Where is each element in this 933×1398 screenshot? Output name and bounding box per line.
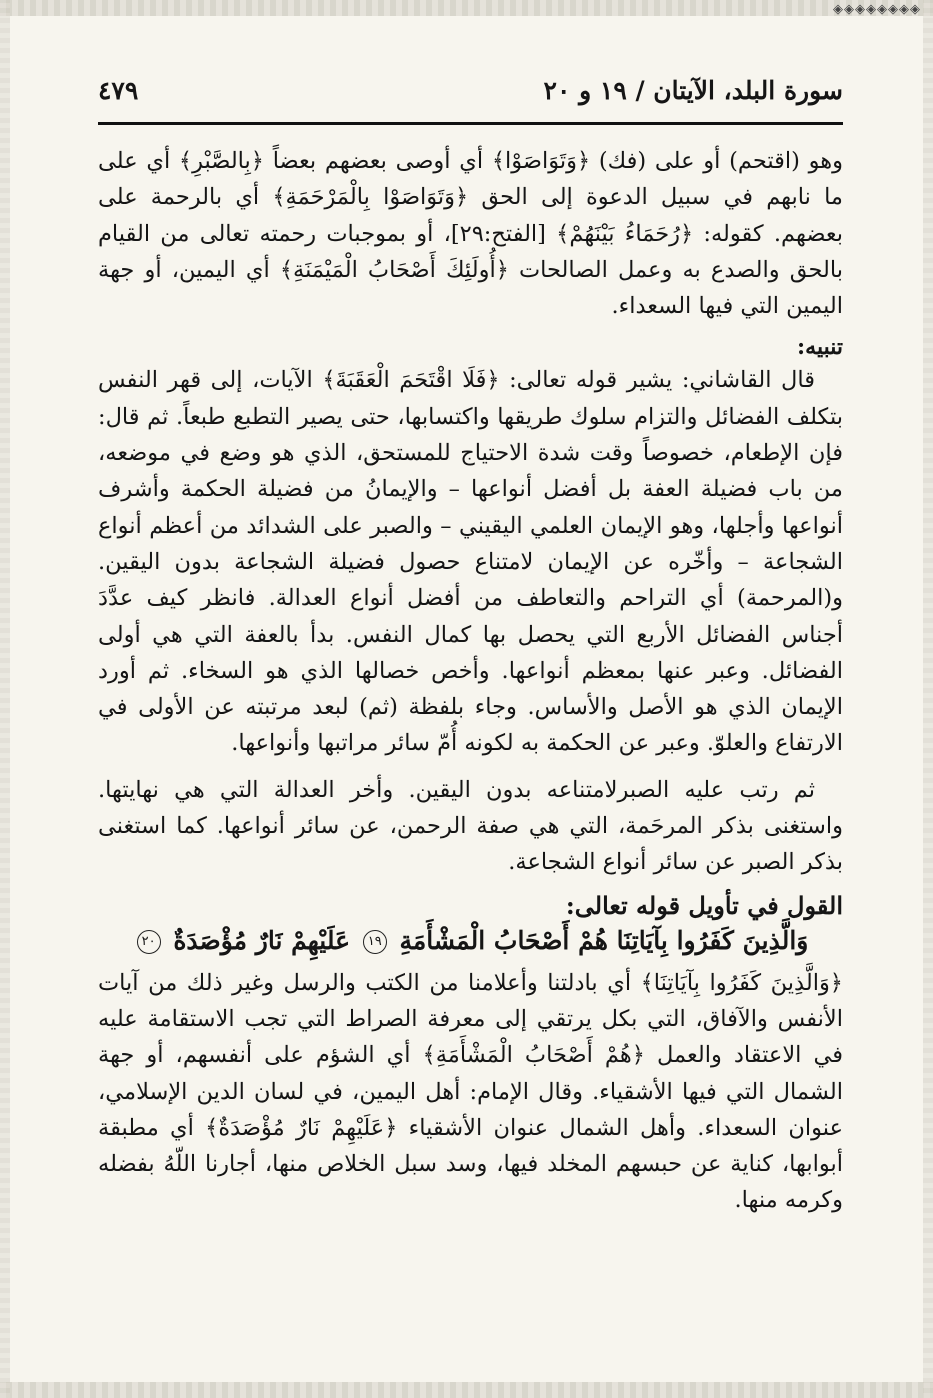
verse-number-19: ١٩: [363, 930, 387, 954]
verse-part-2: عَلَيْهِمْ نَارٌ مُؤْصَدَةٌ: [173, 925, 351, 955]
paragraph-verse-commentary: ﴿وَالَّذِينَ كَفَرُوا بِآيَاتِنَا﴾ أي بادلتنا وأعلامنا من الكتب والرسل وغير ذلك من آيات الأنفس والآفاق، التي بكل يرتقي إلى معرفة الصراط التي تجب الاستقامة عليه في الاعتقاد والعمل ﴿هُمْ أَصْحَابُ الْمَشْأَمَةِ﴾ أي الشؤم على أنفسهم، أو جهة الشمال التي فيها الأشقياء. وقال الإمام: أهل اليمين، في لسان الدين الإسلامي، عنوان السعداء. وأهل الشمال عنوان الأشقياء ﴿عَلَيْهِمْ نَارٌ مُؤْصَدَةٌ﴾ أي مطبقة أبوابها، كناية عن حبسهم المخلد فيها، وسد سبل الخلاص منها، أجارنا اللّهُ بفضله وكرمه منها.: [98, 969, 843, 1214]
page-number: ٤٧٩: [98, 76, 139, 105]
verse-part-1: وَالَّذِينَ كَفَرُوا بِآيَاتِنَا هُمْ أَصْحَابُ الْمَشْأَمَةِ: [399, 925, 809, 955]
tanbih-heading: تنبيه:: [797, 334, 843, 361]
running-title: سورة البلد، الآيتان / ١٩ و ٢٠: [543, 76, 843, 105]
corner-ornament: ◈◈◈◈◈◈◈◈: [833, 2, 921, 17]
quran-verse: [98, 926, 843, 955]
page-header: [98, 70, 843, 125]
paragraph-commentary-1: وهو (اقتحم) أو على (فك) ﴿وَتَوَاصَوْا﴾ أي أوصى بعضهم بعضاً ﴿بِالصَّبْرِ﴾ أي على ما نابهم في سبيل الدعوة إلى الحق ﴿وَتَوَاصَوْا بِالْمَرْحَمَةِ﴾ أي بالرحمة على بعضهم. كقوله: ﴿رُحَمَاءُ بَيْنَهُمْ﴾ [الفتح:٢٩]، أو بموجبات رحمته تعالى من القيام بالحق والصدع به وعمل الصالحات ﴿أُولَئِكَ أَصْحَابُ الْمَيْمَنَةِ﴾ أي اليمين، أو جهة اليمين التي فيها السعداء.: [98, 148, 843, 320]
verse-number-20: ٢٠: [137, 930, 161, 954]
page-border-right: [923, 0, 933, 1398]
book-page: [98, 70, 843, 1360]
paragraph-qashani-quote: قال القاشاني: يشير قوله تعالى: ﴿فَلَا اقْتَحَمَ الْعَقَبَةَ﴾ الآيات، إلى قهر النفس بتكلف الفضائل والتزام سلوك طريقها واكتسابها، حتى يصير التطبع طبعاً. ثم قال: فإن الإطعام، خصوصاً وقت شدة الاحتياج للمستحق، الذي هو وضع في موضعه، من باب فضيلة العفة بل أفضل أنواعها – والإيمانُ من فضيلة الحكمة وأشرف أنواعها وأجلها، وهو الإيمان العلمي اليقيني – والصبر على الشدائد من أعظم أنواع الشجاعة – وأخّره عن الإيمان لامتناع حصول فضيلة الشجاعة بدون اليقين. و(المرحمة) أي التراحم والتعاطف من أفضل أنواع العدالة. فانظر كيف عدَّدَ أجناس الفضائل الأربع التي يحصل بها كمال النفس. بدأ بالعفة التي هي أولى الفضائل. وعبر عنها بمعظم أنواعها. وأخص خصالها الذي هو السخاء. ثم أورد الإيمان الذي هو الأصل والأساس. وجاء بلفظة (ثم) لبعد مرتبته عن الأولى في الارتفاع والعلوّ. وعبر عن الحكمة به لكونه أُمّ سائر مراتبها وأنواعها.: [98, 367, 843, 757]
page-border-top: [0, 0, 933, 16]
paragraph-commentary-2: ثم رتب عليه الصبرلامتناعه بدون اليقين. وأخر العدالة التي هي نهايتها. واستغنى بذكر المرحَمة، التي هي صفة الرحمن، عن سائر أنواعها. كما استغنى بذكر الصبر عن سائر أنواع الشجاعة.: [98, 776, 843, 876]
page-border-bottom: [0, 1382, 933, 1398]
page-border-left: [0, 0, 10, 1398]
section-heading: القول في تأويل قوله تعالى:: [565, 890, 843, 920]
